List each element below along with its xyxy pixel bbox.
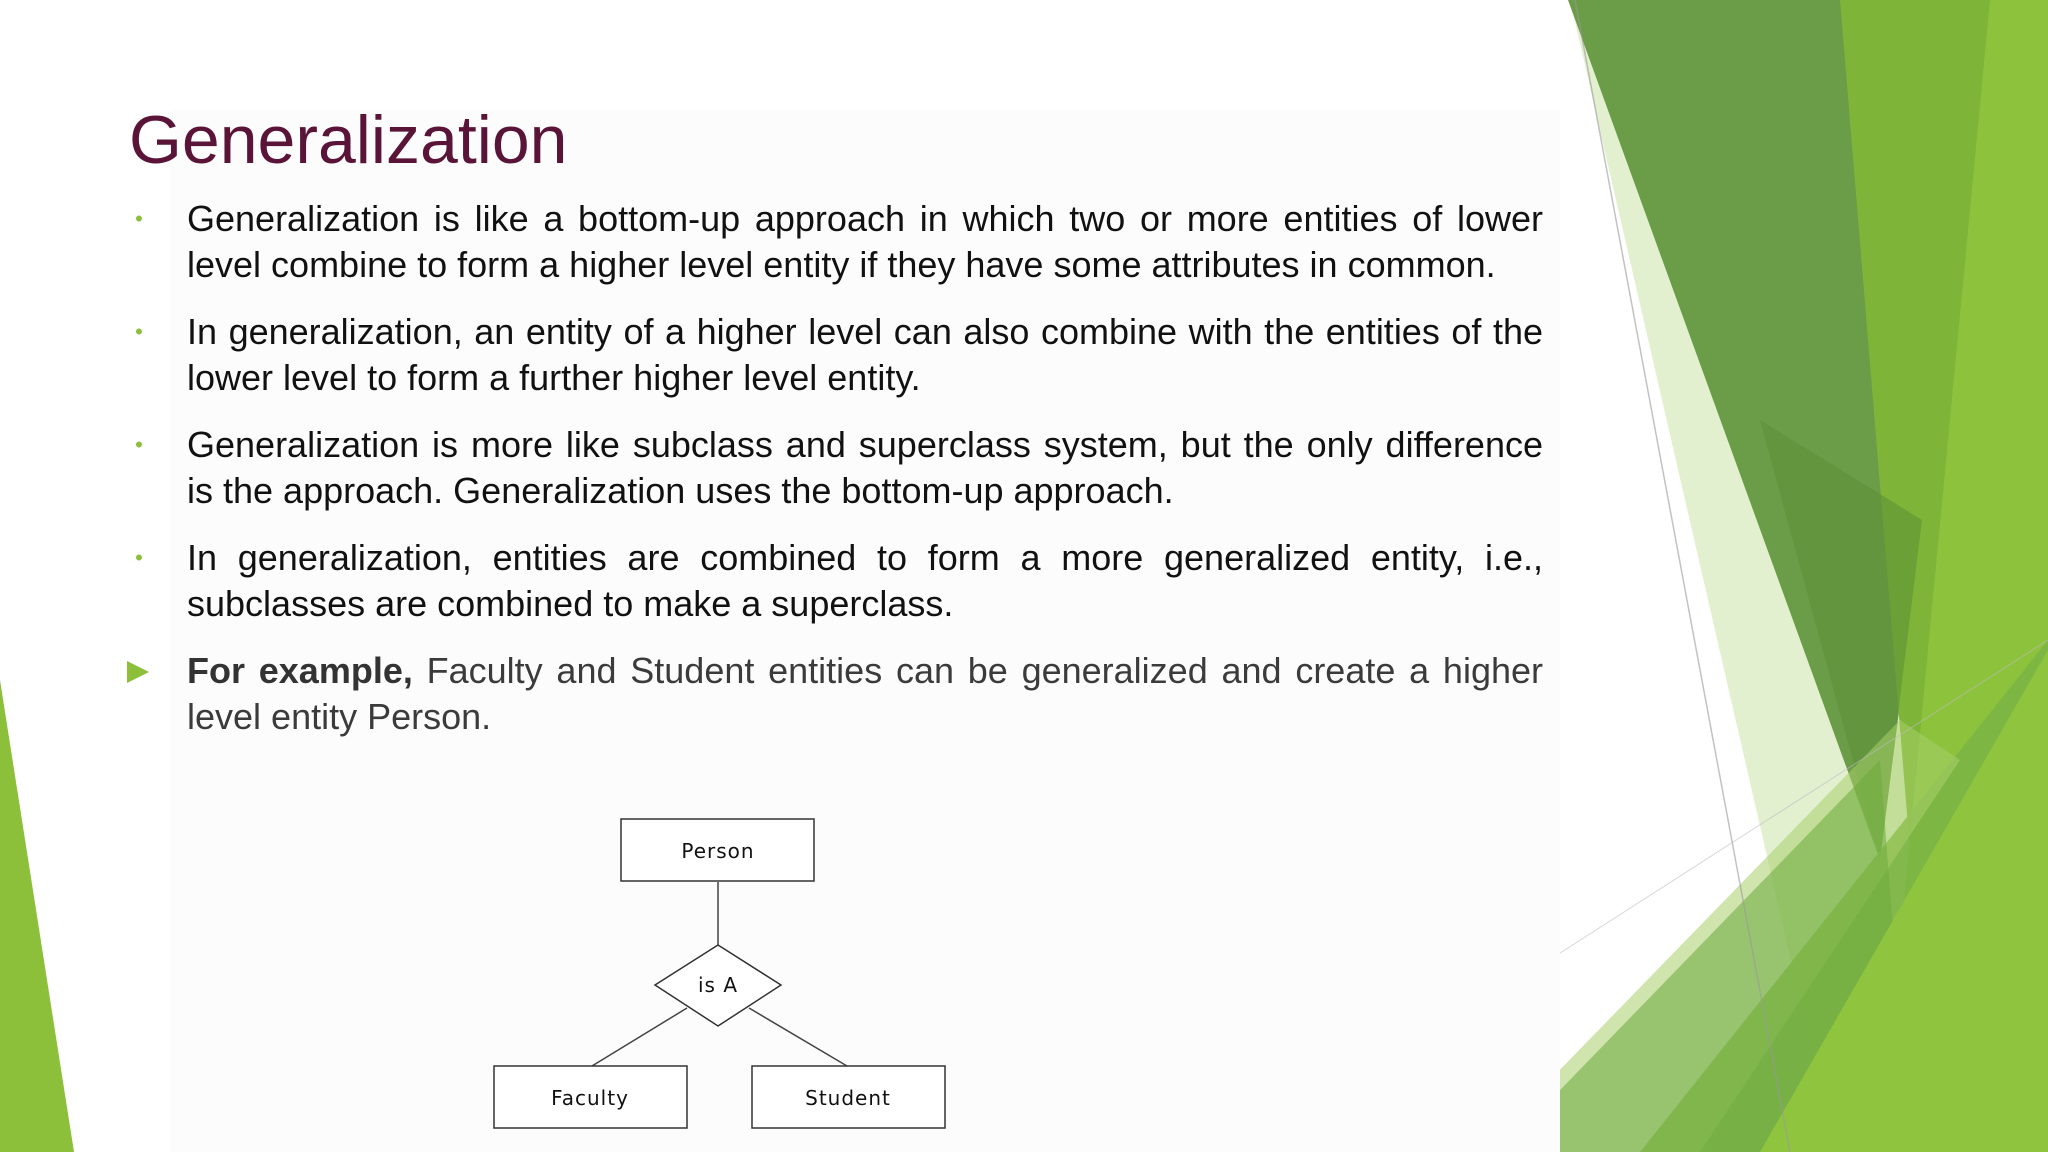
bullet-item [135, 196, 1543, 288]
bullet-item [135, 309, 1543, 401]
bullet-dot-icon: • [135, 319, 143, 344]
entity-student-label: Student [805, 1086, 891, 1110]
bullet-text: Generalization is more like subclass and superclass system, but the only difference is the approach. Generalization uses the bottom-up approach. [187, 424, 1543, 511]
triangle-arrow-icon [128, 648, 148, 694]
relationship-label: is A [697, 973, 739, 997]
entity-person-label: Person [681, 839, 755, 863]
entity-student [752, 1066, 945, 1128]
bullet-dot-icon: • [135, 545, 143, 570]
relationship-is-a [655, 945, 781, 1026]
bullet-text: Generalization is like a bottom-up approach in which two or more entities of lower level combine to form a higher level entity if they have some attributes in common. [187, 198, 1543, 285]
bullet-list [0, 196, 2048, 761]
er-diagram [486, 810, 956, 1136]
bullet-text: In generalization, an entity of a higher level can also combine with the entities of the lower level to form a further higher level entity. [187, 311, 1543, 398]
entity-person [621, 819, 814, 881]
bullet-item [135, 535, 1543, 627]
slide-title: Generalization [129, 102, 568, 178]
example-bullet [187, 648, 1543, 740]
bullet-dot-icon: • [135, 206, 143, 231]
example-text: Faculty and Student entities can be generalized and create a higher level entity Person. [187, 650, 1543, 737]
entity-faculty-label: Faculty [551, 1086, 629, 1110]
bullet-item [135, 422, 1543, 514]
bullet-dot-icon: • [135, 432, 143, 457]
example-label: For example, [187, 650, 413, 691]
bullet-text: In generalization, entities are combined to form a more generalized entity, i.e., subclasses are combined to make a superclass. [187, 537, 1543, 624]
entity-faculty [494, 1066, 687, 1128]
